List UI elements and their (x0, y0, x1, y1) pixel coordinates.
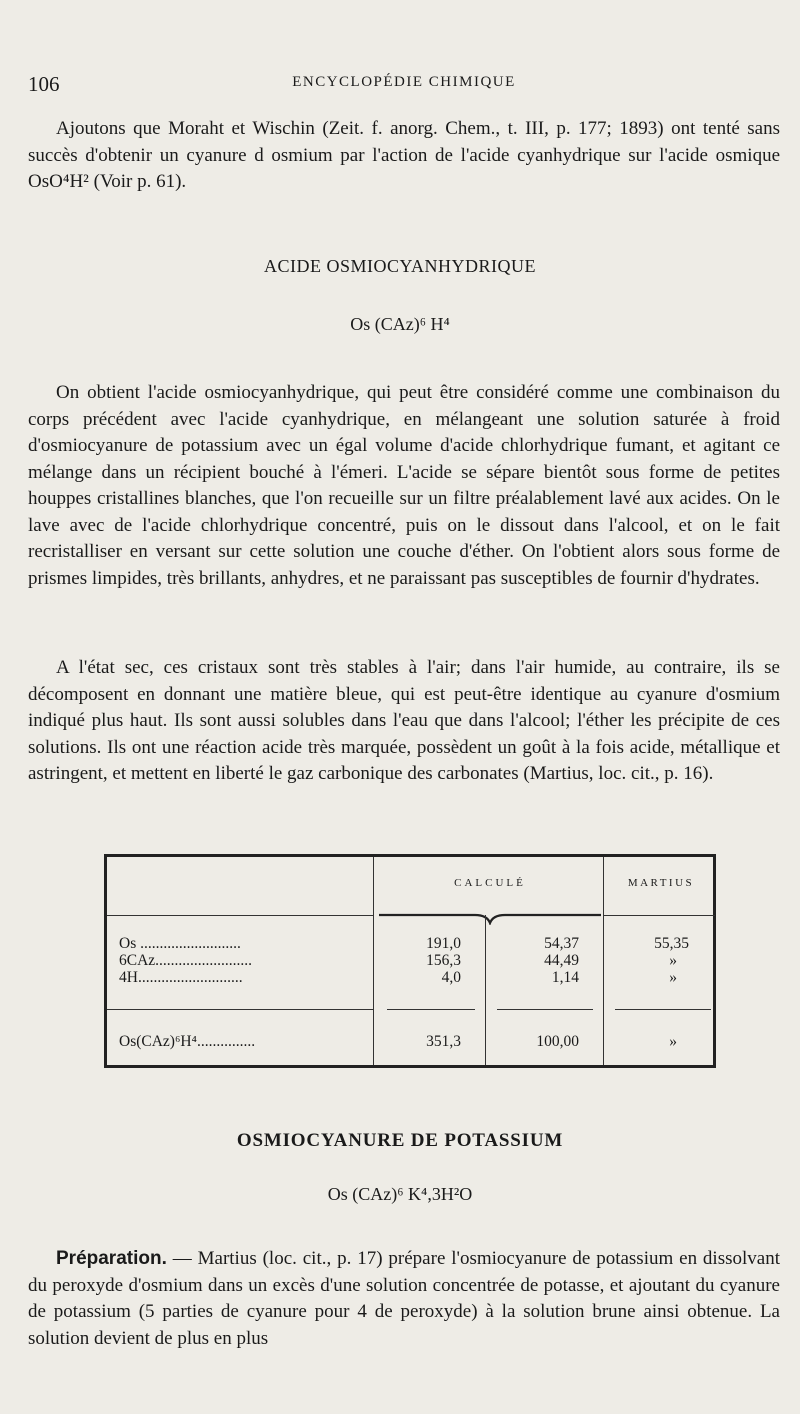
acid-paragraph-1: On obtient l'acide osmiocyanhydrique, qui peut être considéré comme une combinaison du corps précédent avec l'acide cyanhydrique, en mélangeant une solution saturée à froid d'osmiocyanure de potassium avec un égal volume d'acide chlorhydrique fumant, et agitant ce mélange dans un récipient bouché à l'émeri. L'acide se sépare bientôt sous forme de petites houppes cristallines blanches, que l'on recueille sur un filtre préalablement lavé aux acides. On le lave avec de l'acide chlorhydrique concentré, puis on le dissout dans l'alcool, et on le fait recristalliser en versant sur cette solution une couche d'éther. On l'obtient alors sous forme de prismes limpides, très brillants, anhydres, et ne paraissant pas susceptibles de fournir d'hydrates. (28, 382, 780, 589)
total-rule-martius (615, 1009, 711, 1010)
row-label: 4H........................... (119, 969, 243, 986)
total-martius-value: » (669, 1033, 677, 1050)
total-label: Os(CAz)⁶H⁴............... (119, 1033, 256, 1050)
total-rule-left (107, 1009, 373, 1010)
row-label: 6CAz......................... (119, 952, 253, 969)
total-rule-pct (497, 1009, 593, 1010)
intro-paragraph: Ajoutons que Moraht et Wischin (Zeit. f. anorg. Chem., t. III, p. 177; 1893) ont tenté sans succès d'obtenir un cyanure d osmium par l'action de l'acide cyanhydrique sur l'acide osmique OsO⁴H² (Voir p. 61). (28, 118, 780, 192)
section-formula-potassium: Os (CAz)⁶ K⁴,3H²O (327, 1184, 473, 1204)
brace-rule (375, 913, 605, 925)
row-martius-value: 55,35 (654, 935, 689, 952)
total-percent-value: 100,00 (536, 1033, 579, 1050)
composition-table (104, 854, 716, 1068)
row-martius-value: » (669, 952, 677, 969)
row-calc-value: 156,3 (426, 952, 461, 969)
header-martius: MARTIUS (627, 877, 695, 889)
column-rule-inner (485, 915, 486, 1065)
running-title: ENCYCLOPÉDIE CHIMIQUE (292, 74, 516, 90)
header-rule-left (107, 915, 373, 916)
section-title-potassium: OSMIOCYANURE DE POTASSIUM (236, 1130, 564, 1151)
row-calc-value: 191,0 (426, 935, 461, 952)
preparation-text: — Martius (loc. cit., p. 17) prépare l'osmiocyanure de potassium en dissolvant du peroxyde d'osmium dans un excès d'une solution concentrée de potasse, et ajoutant du cyanure de potassium (5 parties de cyanure pour 4 de peroxyde) à la solution brune ainsi obtenue. La solution devient de plus en plus (28, 1248, 780, 1349)
page-number: 106 (28, 72, 60, 96)
header-rule-right (603, 915, 715, 916)
header-calcule: CALCULÉ (454, 877, 526, 889)
row-label: Os .......................... (119, 935, 241, 952)
preparation-paragraph (28, 1246, 780, 1352)
row-martius-value: » (669, 969, 677, 986)
preparation-label: Préparation. (56, 1248, 167, 1269)
total-calc-value: 351,3 (426, 1033, 461, 1050)
section-title-acid: ACIDE OSMIOCYANHYDRIQUE (264, 256, 536, 276)
row-calc-value: 4,0 (441, 969, 461, 986)
column-rule (373, 857, 374, 1065)
acid-paragraph-2: A l'état sec, ces cristaux sont très stables à l'air; dans l'air humide, au contraire, ils se décomposent en donnant une matière bleue, qui est peut-être identique au cyanure d'osmium indiqué plus haut. Ils sont aussi solubles dans l'eau que dans l'alcool; l'éther les précipite de ces solutions. Ils ont une réaction acide très marquée, possèdent un goût à la fois acide, métallique et astringent, et mettent en liberté le gaz carbonique des carbonates (Martius, loc. cit., p. 16). (28, 657, 780, 784)
row-percent-value: 1,14 (551, 969, 579, 986)
page-header (28, 72, 780, 102)
section-formula-acid: Os (CAz)⁶ H⁴ (350, 314, 450, 334)
total-rule-calc (387, 1009, 475, 1010)
row-percent-value: 54,37 (544, 935, 579, 952)
row-percent-value: 44,49 (544, 952, 579, 969)
